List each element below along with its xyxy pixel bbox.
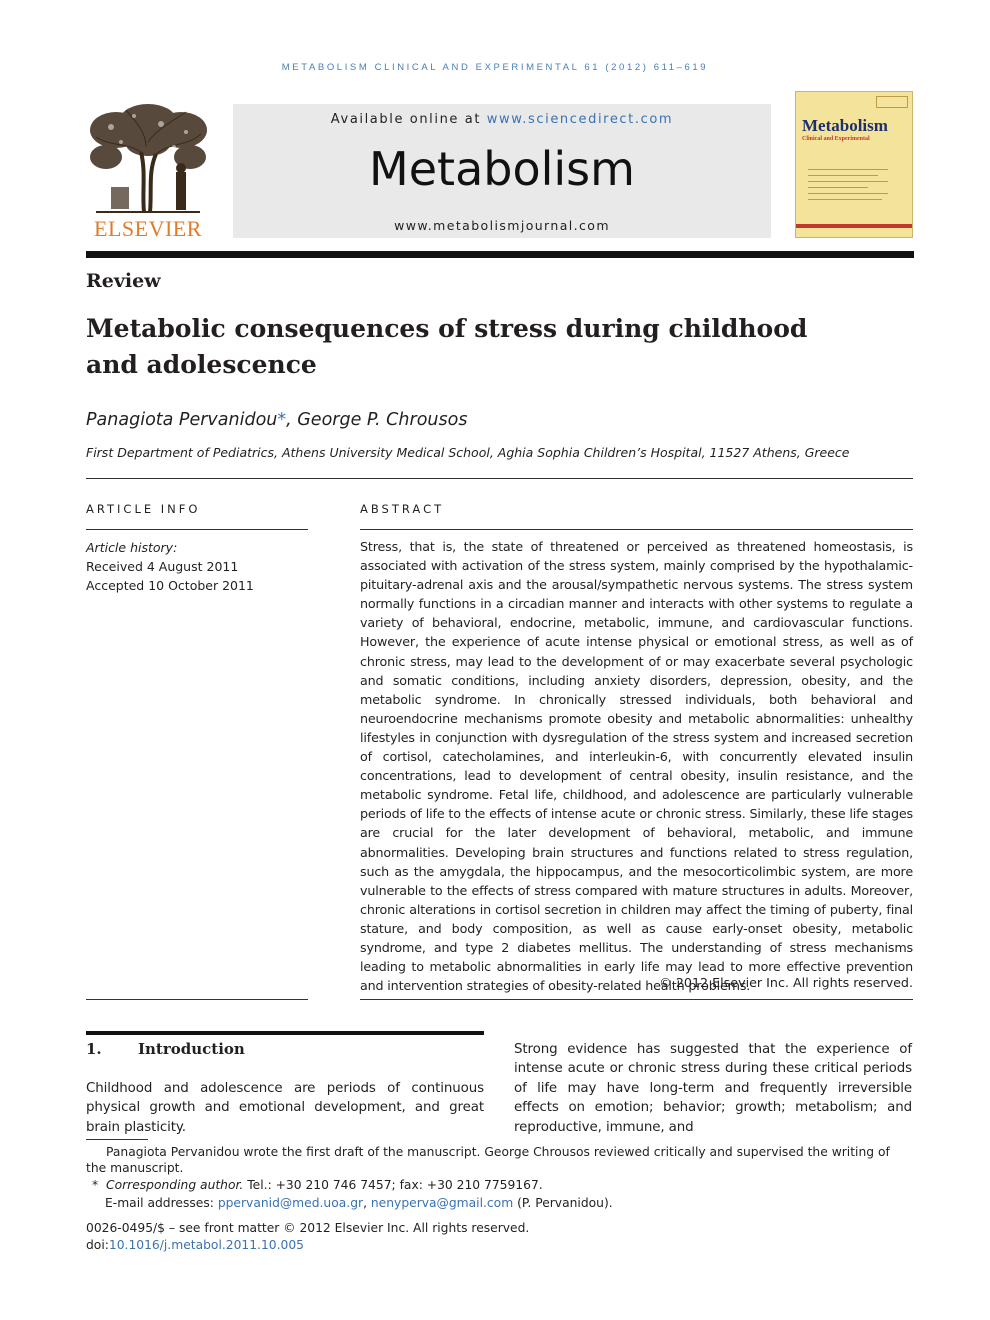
- cover-contents-lines: [808, 164, 888, 205]
- title-line-2: and adolescence: [86, 350, 317, 379]
- abstract-copyright: © 2012 Elsevier Inc. All rights reserved.: [659, 975, 913, 990]
- article-info-bottom-rule: [86, 999, 308, 1000]
- section-title: Introduction: [138, 1040, 245, 1058]
- history-label: Article history:: [86, 540, 178, 555]
- introduction-rule: [86, 1031, 484, 1035]
- article-type: Review: [86, 270, 161, 292]
- cover-issue-box: [876, 96, 908, 108]
- journal-banner: [233, 104, 771, 238]
- affiliation-rule: [86, 478, 913, 479]
- intro-left-column: Childhood and adolescence are periods of continuous physical growth and emotional development, and great brain plasticity.: [86, 1081, 484, 1135]
- running-header: METABOLISM CLINICAL AND EXPERIMENTAL 61 (2012) 611–619: [281, 62, 709, 73]
- corresponding-author-mark[interactable]: *: [277, 410, 287, 430]
- header-rule: [86, 251, 914, 258]
- issn-line: 0026-0495/$ – see front matter © 2012 Elsevier Inc. All rights reserved.: [86, 1221, 530, 1235]
- journal-cover-thumbnail: [795, 91, 913, 238]
- article-info-heading: ARTICLE INFO: [86, 502, 201, 516]
- email-link-1[interactable]: ppervanid@med.uoa.gr: [217, 1196, 364, 1210]
- accepted-date: Accepted 10 October 2011: [86, 578, 254, 593]
- author-list: [86, 410, 467, 430]
- intro-right-column: Strong evidence has suggested that the experience of intense acute or chronic stress during these critical periods of life may have long-term and frequently irreversible effects on emotion; behavior; growth; metabolism; and reproductive, immune, and: [514, 1042, 912, 1135]
- email-owner: (P. Pervanidou).: [513, 1196, 613, 1210]
- abstract-bottom-rule: [360, 999, 913, 1000]
- doi-label: doi:: [86, 1238, 109, 1252]
- affiliation: First Department of Pediatrics, Athens University Medical School, Aghia Sophia Children’s Hospital, 11527 Athens, Greece: [86, 445, 850, 460]
- footnote-rule: [86, 1139, 148, 1140]
- abstract-text: Stress, that is, the state of threatened or perceived as threatened homeostasis, is associated with activation of the stress system, mainly comprised by the hypothalamic-pituitary-adrenal axis and the arousal/sympathetic nervous systems. The stress system normally functions in a circadian manner and interacts with other systems to regulate a variety of behavioral, endocrine, metabolic, immune, and cardiovascular functions. However, the experience of acute intense physical or emotional stress, as well as of chronic stress, may lead to the development of or may exacerbate several psychologic and somatic conditions, including anxiety disorders, depression, obesity, and the metabolic syndrome. In chronically stressed individuals, both behavioral and neuroendocrine mechanisms promote obesity and metabolic abnormalities: unhealthy lifestyles in conjunction with dysregulation of the stress system and increased secretion of cortisol, catecholamines, and interleukin-6, with concurrently elevated insulin concentrations, lead to development of central obesity, insulin resistance, and the metabolic syndrome. Fetal life, childhood, and adolescence are particularly vulnerable periods of life to the effects of intense acute or chronic stress. Similarly, these life stages are crucial for the later development of behavioral, metabolic, and immune abnormalities. Developing brain structures and functions related to stress regulation, such as the amygdala, the hippocampus, and the mesocorticolimbic system, are more vulnerable to the effects of stress compared with mature structures in adults. Moreover, chronic alterations in cortisol secretion in children may affect the timing of puberty, final stature, and body composition, as well as cause early-onset obesity, metabolic syndrome, and type 2 diabetes mellitus. The understanding of stress mechanisms leading to metabolic abnormalities in early life may lead to more effective prevention and intervention strategies of obesity-related health problems.: [360, 539, 913, 994]
- sciencedirect-link[interactable]: www.sciencedirect.com: [486, 112, 674, 127]
- contact-numbers: Tel.: +30 210 746 7457; fax: +30 210 7759167.: [243, 1178, 543, 1192]
- available-prefix: Available online at: [330, 112, 487, 127]
- email-footnote: [86, 1195, 932, 1211]
- article-title: [86, 311, 846, 383]
- received-date: Received 4 August 2011: [86, 559, 239, 574]
- title-line-1: Metabolic consequences of stress during childhood: [86, 314, 808, 343]
- abstract-rule: [360, 529, 913, 530]
- article-info-rule: [86, 529, 308, 530]
- footnote-star: *: [92, 1178, 99, 1192]
- available-online: [233, 112, 771, 127]
- journal-name: Metabolism: [369, 142, 635, 196]
- corresponding-label: Corresponding author.: [105, 1178, 244, 1192]
- article-history: [86, 538, 254, 595]
- author-1: Panagiota Pervanidou: [86, 410, 278, 430]
- section-number: 1.: [86, 1040, 102, 1058]
- doi-line: [86, 1237, 913, 1253]
- corresponding-footnote: [86, 1177, 919, 1193]
- introduction-heading: [86, 1040, 245, 1058]
- elsevier-logo: [86, 102, 210, 242]
- cover-title: Metabolism: [802, 116, 888, 135]
- author-2: , George P. Chrousos: [286, 410, 468, 430]
- cover-subtitle: Clinical and Experimental: [802, 136, 870, 142]
- elsevier-wordmark: ELSEVIER: [94, 216, 202, 241]
- email-label: E-mail addresses:: [105, 1196, 218, 1210]
- doi-link[interactable]: 10.1016/j.metabol.2011.10.005: [108, 1238, 304, 1252]
- journal-url[interactable]: www.metabolismjournal.com: [394, 218, 610, 233]
- email-separator: ,: [363, 1196, 371, 1210]
- abstract-heading: ABSTRACT: [360, 502, 445, 516]
- cover-red-band: [796, 224, 913, 228]
- email-link-2[interactable]: nenyperva@gmail.com: [370, 1196, 514, 1210]
- contribution-footnote: Panagiota Pervanidou wrote the first draft of the manuscript. George Chrousos reviewed critically and supervised the writing of the manuscript.: [86, 1145, 890, 1175]
